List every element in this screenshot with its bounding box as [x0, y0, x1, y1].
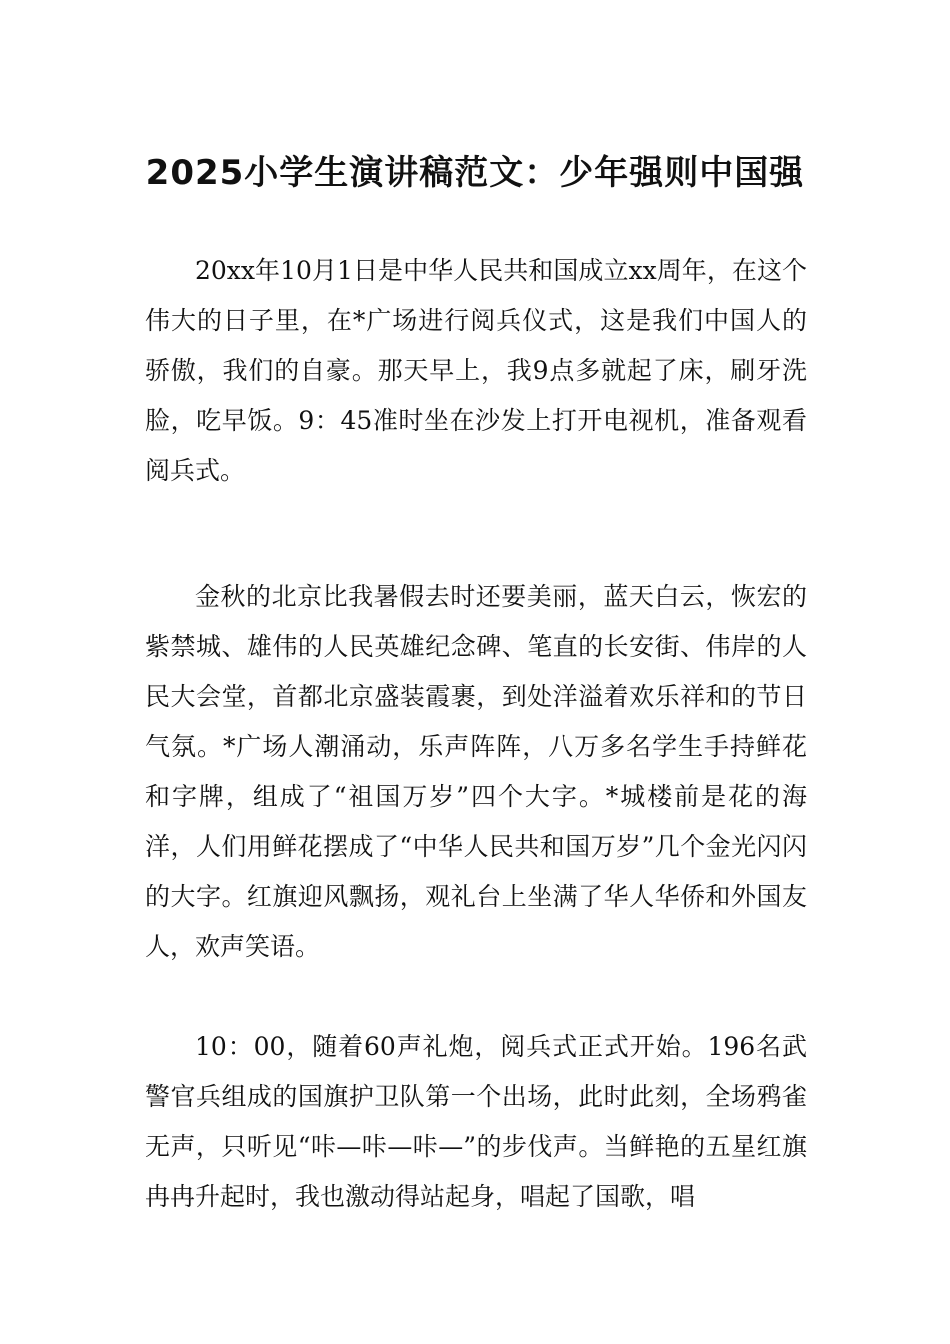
- document-title: 2025小学生演讲稿范文：少年强则中国强: [145, 152, 805, 193]
- paragraph-1: 20xx年10月1日是中华人民共和国成立xx周年，在这个伟大的日子里，在*广场进行阅兵仪式，这是我们中国人的骄傲，我们的自豪。那天早上，我9点多就起了床，刷牙洗脸，吃早饭。9：45准时坐在沙发上打开电视机，准备观看阅兵式。: [145, 256, 807, 485]
- paragraph-2: 金秋的北京比我暑假去时还要美丽，蓝天白云，恢宏的紫禁城、雄伟的人民英雄纪念碑、笔直的长安街、伟岸的人民大会堂，首都北京盛装霞裹，到处洋溢着欢乐祥和的节日气氛。*广场人潮涌动，乐声阵阵，八万多名学生手持鲜花和字牌，组成了“祖国万岁”四个大字。*城楼前是花的海洋，人们用鲜花摆成了“中华人民共和国万岁”几个金光闪闪的大字。红旗迎风飘扬，观礼台上坐满了华人华侨和外国友人，欢声笑语。: [145, 582, 807, 961]
- paragraph-3: 10：00，随着60声礼炮，阅兵式正式开始。196名武警官兵组成的国旗护卫队第一个出场，此时此刻，全场鸦雀无声，只听见“咔—咔—咔—”的步伐声。当鲜艳的五星红旗冉冉升起时，我也激动得站起身，唱起了国歌，唱: [145, 1032, 807, 1211]
